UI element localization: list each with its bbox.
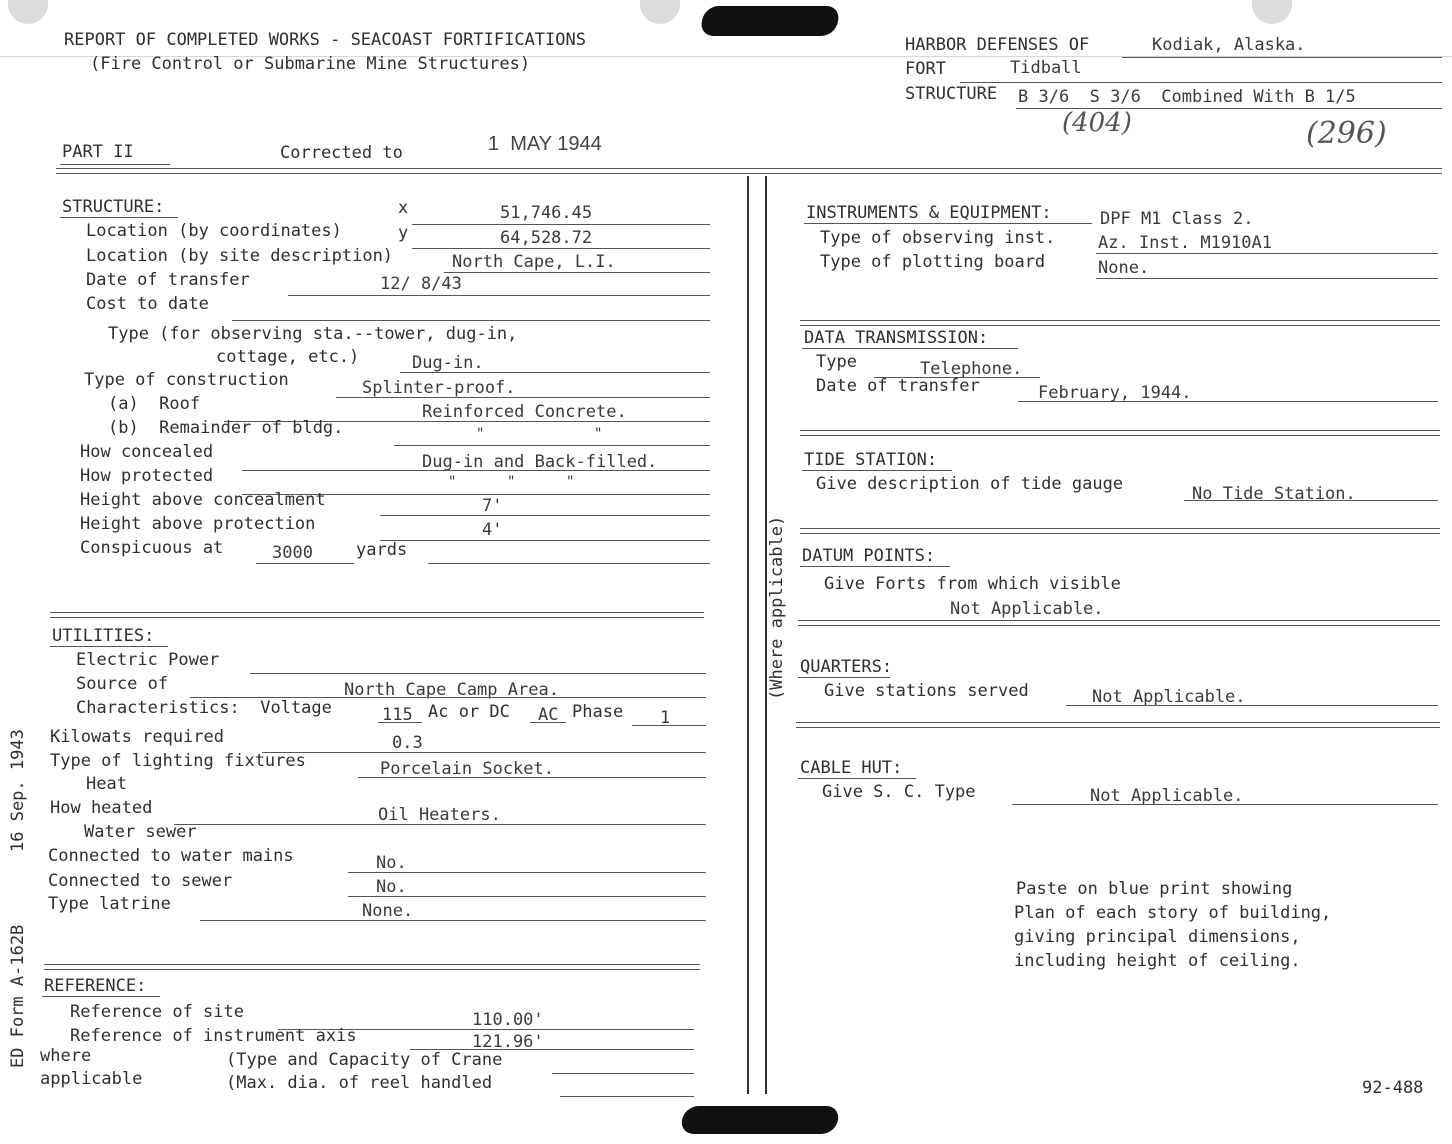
conspicuous-unit: yards: [356, 540, 408, 560]
corrected-label: Corrected to: [280, 143, 403, 163]
source-value: North Cape Camp Area.: [344, 680, 559, 700]
x-label: x: [398, 198, 409, 218]
quarters-heading: QUARTERS:: [800, 657, 893, 677]
blueprint-note-line3: giving principal dimensions,: [1014, 927, 1301, 947]
site-underline: [444, 272, 710, 273]
sewer-value: No.: [376, 877, 407, 897]
structure-heading: STRUCTURE:: [62, 197, 165, 217]
crane-underline: [552, 1073, 694, 1074]
part-label: PART II: [62, 142, 134, 162]
quarters-heading-underline: [798, 677, 890, 678]
ac-dc-value: AC: [538, 705, 559, 725]
remainder-label: (b) Remainder of bldg.: [108, 418, 344, 438]
handwritten-note-404: (404): [1062, 108, 1132, 138]
height-protection-label: Height above protection: [80, 514, 316, 534]
voltage-underline: [378, 722, 422, 723]
construction-label: Type of construction: [84, 370, 289, 390]
instruments-heading-underline: [804, 223, 1092, 224]
phase-value: 1: [660, 708, 671, 728]
kilowatts-label: Kilowats required: [50, 727, 224, 747]
phase-underline: [632, 725, 706, 726]
redacted-stamp-bottom: [680, 1106, 841, 1134]
stations-served-label: Give stations served: [824, 681, 1029, 701]
fort-value: Tidball: [1010, 58, 1082, 78]
x-underline: [412, 224, 710, 225]
conspicuous-underline: [256, 563, 354, 564]
water-sewer-label: Water sewer: [84, 822, 197, 842]
water-mains-label: Connected to water mains: [48, 846, 294, 866]
structure-value: B 3/6 S 3/6 Combined With B 1/5: [1018, 87, 1356, 107]
dt-date-underline: [1018, 401, 1438, 402]
transfer-date-value: 12/ 8/43: [380, 274, 462, 294]
sc-type-label: Give S. C. Type: [822, 782, 976, 802]
reference-axis-value: 121.96': [472, 1032, 544, 1052]
voltage-value: 115: [382, 705, 413, 725]
reference-heading: REFERENCE:: [44, 976, 147, 996]
handwritten-note-296: (296): [1306, 116, 1387, 151]
where-applicable-label: (Where applicable): [767, 515, 787, 700]
conspicuous-trailing-underline: [428, 563, 710, 564]
construction-value: Splinter-proof.: [362, 378, 516, 398]
redacted-stamp-top: [699, 6, 840, 36]
lighting-underline: [358, 777, 706, 778]
column-divider-1: [747, 176, 749, 1094]
punch-hole-right: [1252, 0, 1292, 24]
structure-section-divider: [50, 612, 704, 618]
height-protection-underline: [380, 540, 710, 541]
dt-date-label: Date of transfer: [816, 376, 980, 396]
water-mains-value: No.: [376, 853, 407, 873]
datum-forts-label: Give Forts from which visible: [824, 574, 1121, 594]
height-concealment-label: Height above concealment: [80, 490, 326, 510]
remainder-value: " ": [476, 426, 603, 442]
plotting-underline: [1096, 278, 1438, 279]
heated-label: How heated: [50, 798, 153, 818]
instruments-class: DPF M1 Class 2.: [1100, 209, 1254, 229]
structure-label: STRUCTURE: [905, 84, 998, 104]
height-protection-value: 4': [482, 520, 503, 540]
quarters-divider: [796, 722, 1440, 728]
roof-value: Reinforced Concrete.: [422, 402, 627, 422]
site-description-label: Location (by site description): [86, 246, 394, 266]
latrine-underline: [200, 920, 706, 921]
type-underline: [400, 372, 710, 373]
blueprint-note-line2: Plan of each story of building,: [1014, 903, 1332, 923]
electric-power-label: Electric Power: [76, 650, 220, 670]
type-label-line1: Type (for observing sta.--tower, dug-in,: [108, 324, 518, 344]
phase-label: Phase: [572, 702, 624, 722]
data-transmission-divider: [800, 430, 1440, 436]
utilities-section-divider: [44, 964, 700, 970]
fort-label: FORT: [905, 59, 946, 79]
sewer-underline: [348, 896, 706, 897]
plotting-label: Type of plotting board: [820, 252, 1046, 272]
dt-type-value: Telephone.: [920, 359, 1023, 379]
tide-station-heading-underline: [802, 470, 952, 471]
y-coordinate: 64,528.72: [500, 228, 593, 248]
form-code: 92-488: [1362, 1078, 1424, 1098]
form-title: REPORT OF COMPLETED WORKS - SEACOAST FORTIFICATIONS: [64, 30, 586, 50]
heated-underline: [174, 824, 706, 825]
tide-station-heading: TIDE STATION:: [804, 450, 938, 470]
blueprint-note-line1: Paste on blue print showing: [1016, 879, 1293, 899]
source-label: Source of: [76, 674, 169, 694]
datum-points-divider: [798, 620, 1440, 626]
reel-underline: [560, 1096, 694, 1097]
data-transmission-heading-underline: [802, 348, 1018, 349]
punch-hole-left: [8, 0, 48, 24]
punch-hole-center: [640, 0, 680, 24]
ac-dc-label: Ac or DC: [428, 702, 510, 722]
harbor-label: HARBOR DEFENSES OF: [905, 35, 1090, 55]
data-transmission-heading: DATA TRANSMISSION:: [804, 328, 989, 348]
reel-label: (Max. dia. of reel handled: [226, 1073, 493, 1093]
cable-hut-heading-underline: [798, 778, 916, 779]
harbor-underline: [1122, 57, 1442, 58]
kilowatts-value: 0.3: [392, 733, 423, 753]
cost-underline: [232, 320, 710, 321]
height-concealment-value: 7': [482, 496, 503, 516]
x-coordinate: 51,746.45: [500, 203, 593, 223]
sc-type-value: Not Applicable.: [1090, 786, 1244, 806]
datum-points-heading-underline: [800, 566, 950, 567]
reference-site-label: Reference of site: [70, 1002, 244, 1022]
construction-underline: [336, 397, 710, 398]
instruments-section-divider: [800, 320, 1440, 326]
where-label: where: [40, 1046, 92, 1066]
y-label: y: [398, 223, 409, 243]
coordinates-label: Location (by coordinates): [86, 221, 342, 241]
transfer-underline: [288, 295, 710, 296]
kilowatts-underline: [262, 752, 706, 753]
tide-gauge-label: Give description of tide gauge: [816, 474, 1124, 494]
dt-type-label: Type: [816, 352, 857, 372]
crane-label: (Type and Capacity of Crane: [226, 1050, 503, 1070]
transfer-date-label: Date of transfer: [86, 270, 250, 290]
part-divider: [56, 168, 1442, 174]
heated-value: Oil Heaters.: [378, 805, 501, 825]
water-mains-underline: [348, 872, 706, 873]
utilities-heading: UTILITIES:: [52, 626, 155, 646]
concealed-label: How concealed: [80, 442, 214, 462]
sewer-label: Connected to sewer: [48, 871, 233, 891]
applicable-label: applicable: [40, 1069, 143, 1089]
structure-heading-underline: [60, 217, 178, 218]
fort-underline: [960, 82, 1442, 83]
protected-label: How protected: [80, 466, 214, 486]
remainder-underline: [394, 445, 710, 446]
height-concealment-underline: [380, 515, 710, 516]
tide-gauge-underline: [1184, 500, 1438, 501]
latrine-value: None.: [362, 901, 414, 921]
blueprint-note-line4: including height of ceiling.: [1014, 951, 1301, 971]
form-subtitle: (Fire Control or Submarine Mine Structures): [90, 54, 531, 74]
utilities-heading-underline: [50, 646, 168, 647]
latrine-label: Type latrine: [48, 894, 171, 914]
site-description-value: North Cape, L.I.: [452, 252, 616, 272]
ac-dc-underline: [530, 722, 566, 723]
lighting-value: Porcelain Socket.: [380, 759, 554, 779]
concealed-value: Dug-in and Back-filled.: [422, 452, 658, 472]
electric-underline: [250, 673, 706, 674]
tide-station-divider: [800, 528, 1440, 534]
reference-heading-underline: [42, 996, 160, 997]
observing-label: Type of observing inst.: [820, 228, 1056, 248]
sc-type-underline: [1012, 804, 1438, 805]
margin-date: 16 Sep. 1943: [8, 729, 28, 852]
dt-date-value: February, 1944.: [1038, 383, 1192, 403]
protected-value: " " ": [448, 474, 575, 490]
datum-forts-value: Not Applicable.: [950, 599, 1104, 619]
type-value: Dug-in.: [412, 353, 484, 373]
part-underline: [60, 164, 170, 165]
characteristics-label: Characteristics: Voltage: [76, 698, 332, 718]
heat-label: Heat: [86, 774, 127, 794]
cable-hut-heading: CABLE HUT:: [800, 758, 903, 778]
harbor-value: Kodiak, Alaska.: [1152, 35, 1306, 55]
corrected-date-stamp: 1 MAY 1944: [488, 133, 602, 155]
margin-form-id: ED Form A-162B: [8, 924, 28, 1068]
stations-served-underline: [1066, 705, 1438, 706]
conspicuous-label: Conspicuous at: [80, 538, 224, 558]
datum-points-heading: DATUM POINTS:: [802, 546, 936, 566]
concealed-underline: [242, 470, 710, 471]
lighting-label: Type of lighting fixtures: [50, 751, 306, 771]
stations-served-value: Not Applicable.: [1092, 687, 1246, 707]
roof-label: (a) Roof: [108, 394, 201, 414]
cost-label: Cost to date: [86, 294, 209, 314]
tide-gauge-value: No Tide Station.: [1192, 484, 1356, 504]
observing-underline: [1096, 253, 1438, 254]
reference-site-value: 110.00': [472, 1010, 544, 1030]
y-underline: [412, 248, 710, 249]
observing-value: Az. Inst. M1910A1: [1098, 233, 1272, 253]
type-label-line2: cottage, etc.): [216, 347, 360, 367]
conspicuous-value: 3000: [272, 543, 313, 563]
reference-axis-label: Reference of instrument axis: [70, 1026, 357, 1046]
plotting-value: None.: [1098, 258, 1150, 278]
instruments-heading: INSTRUMENTS & EQUIPMENT:: [806, 203, 1052, 223]
